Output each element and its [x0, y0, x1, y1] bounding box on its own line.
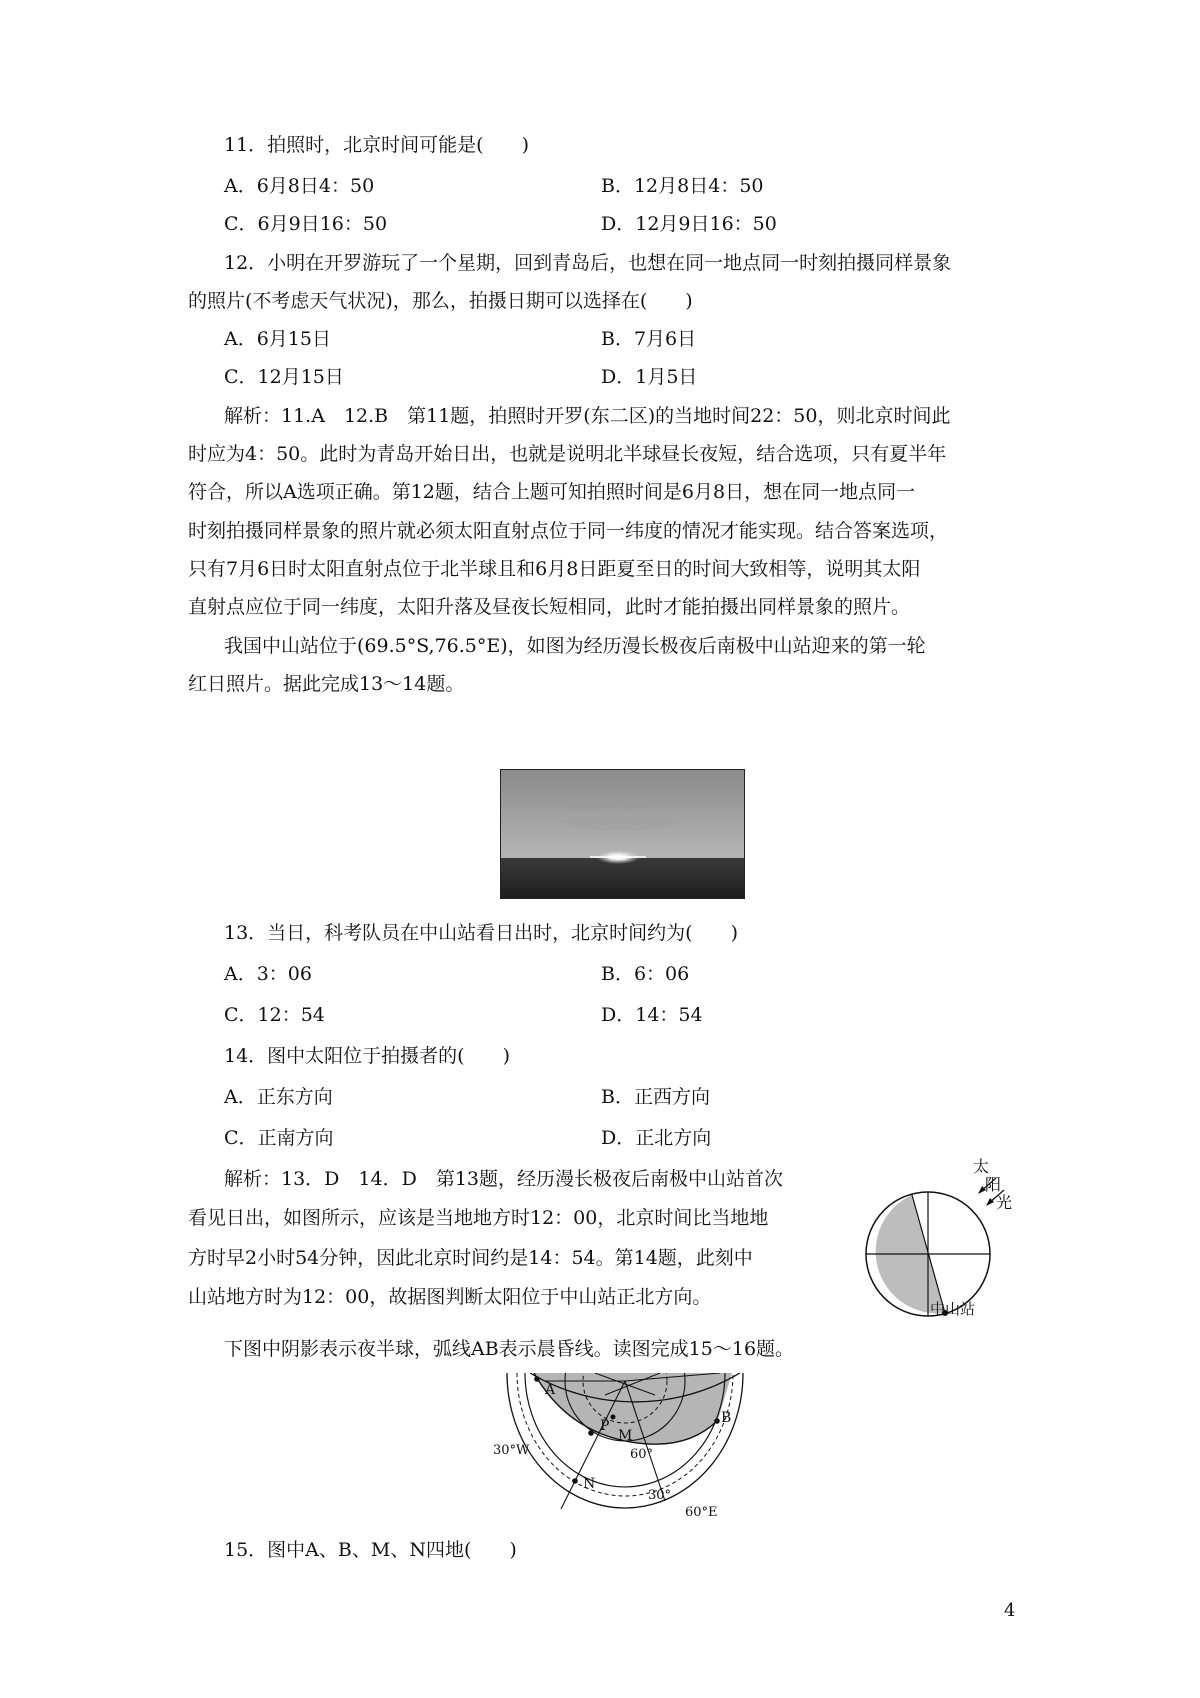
q13-option-a: A．3：06: [224, 963, 312, 985]
analysis-13-14-line2: 看见日出，如图所示，应该是当地地方时12：00，北京时间比当地地: [188, 1207, 769, 1229]
point-p-label: P: [600, 1418, 610, 1434]
analysis-13-14-line3: 方时早2小时54分钟，因此北京时间约是14：54。第14题，此刻中: [188, 1247, 753, 1269]
zhongshan-station-label: 中山站: [930, 1300, 976, 1318]
q12-option-a: A．6月15日: [224, 328, 331, 350]
analysis-11-12-line2: 时应为4：50。此时为青岛开始日出，也就是说明北半球昼长夜短，结合选项，只有夏半年: [188, 443, 947, 465]
sunrise-photo: [500, 769, 745, 899]
q12-stem-line2: 的照片(不考虑天气状况)，那么，拍摄日期可以选择在( ): [188, 290, 693, 312]
q13-option-d: D．14：54: [601, 1004, 703, 1026]
analysis-13-14-line4: 山站地方时为12：00，故据图判断太阳位于中山站正北方向。: [188, 1286, 712, 1308]
sun-label-1: 太: [973, 1157, 990, 1176]
analysis-11-12-line5: 只有7月6日时太阳直射点位于北半球且和6月8日距夏至日的时间大致相等，说明其太阳: [188, 558, 921, 580]
sunrise-photo-graphic: [500, 769, 745, 899]
q12-option-b: B．7月6日: [601, 328, 697, 350]
q14-option-c: C．正南方向: [224, 1127, 334, 1149]
q11-stem: 11．拍照时，北京时间可能是( ): [224, 134, 530, 156]
q15-stem: 15．图中A、B、M、N四地( ): [224, 1539, 517, 1561]
lon-30w-label: 30°W: [493, 1443, 530, 1458]
analysis-13-14-line1: 解析：13．D 14．D 第13题，经历漫长极夜后南极中山站首次: [224, 1168, 783, 1190]
q13-option-c: C．12：54: [224, 1004, 325, 1026]
q12-stem-line1: 12．小明在开罗游玩了一个星期，回到青岛后，也想在同一地点同一时刻拍摄同样景象: [224, 252, 952, 274]
q12-option-d: D．1月5日: [601, 366, 698, 388]
q14-option-b: B．正西方向: [601, 1086, 710, 1108]
q14-option-d: D．正北方向: [601, 1127, 712, 1149]
q14-option-a: A．正东方向: [224, 1086, 333, 1108]
q11-option-b: B．12月8日4：50: [601, 175, 764, 197]
intro-15-16: 下图中阴影表示夜半球，弧线AB表示晨昏线。读图完成15～16题。: [224, 1338, 795, 1360]
analysis-11-12-line4: 时刻拍摄同样景象的照片就必须太阳直射点位于同一纬度的情况才能实现。结合答案选项，: [188, 520, 949, 542]
q13-option-b: B．6：06: [601, 963, 690, 985]
point-a-label: A: [545, 1382, 556, 1398]
lon-60e-label: 60°E: [685, 1505, 718, 1520]
analysis-11-12-line1: 解析：11.A 12.B 第11题，拍照时开罗(东二区)的当地时间22：50，则北京时间此: [224, 405, 951, 427]
lat-60-label: 60°: [630, 1447, 654, 1462]
point-n-label: N: [583, 1476, 596, 1492]
sun-label-3: 光: [996, 1193, 1013, 1212]
q13-stem: 13．当日，科考队员在中山站看日出时，北京时间约为( ): [224, 922, 739, 944]
point-b-label: B: [721, 1410, 732, 1426]
q11-option-c: C．6月9日16：50: [224, 213, 388, 235]
q14-stem: 14．图中太阳位于拍摄者的( ): [224, 1045, 511, 1067]
sunlight-diagram: [848, 1158, 1008, 1318]
q11-option-a: A．6月8日4：50: [224, 175, 375, 197]
page-number: 4: [1004, 1600, 1016, 1621]
intro-13-14-line2: 红日照片。据此完成13～14题。: [188, 673, 465, 695]
analysis-11-12-line6: 直射点应位于同一纬度，太阳升落及昼夜长短相同，此时才能拍摄出同样景象的照片。: [188, 596, 911, 618]
q11-option-d: D．12月9日16：50: [601, 213, 777, 235]
q12-option-c: C．12月15日: [224, 366, 344, 388]
sun-label-2: 阳: [985, 1175, 1002, 1194]
point-m-label: M: [618, 1428, 633, 1444]
intro-13-14-line1: 我国中山站位于(69.5°S,76.5°E)，如图为经历漫长极夜后南极中山站迎来的第一轮: [224, 635, 926, 657]
analysis-11-12-line3: 符合，所以A选项正确。第12题，结合上题可知拍照时间是6月8日，想在同一地点同一: [188, 481, 916, 503]
sunlight-diagram-graphic: [848, 1158, 1008, 1318]
lat-30-label: 30°: [648, 1488, 672, 1503]
